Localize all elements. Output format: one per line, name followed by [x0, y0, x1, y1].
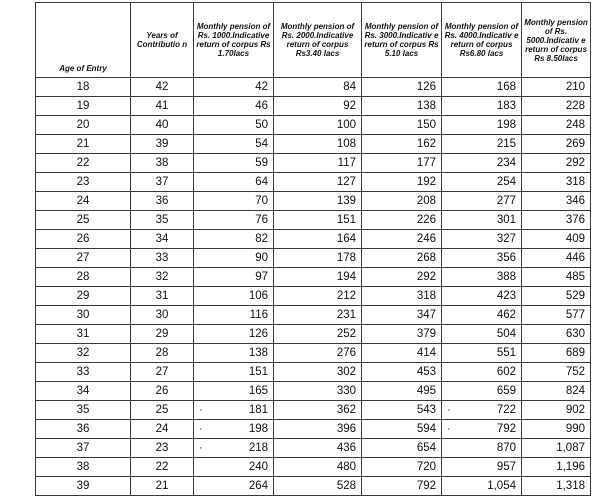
cell-years-of-contribution: 39	[131, 135, 194, 154]
cell-age-of-entry: 32	[36, 344, 131, 363]
cell-age-of-entry: 26	[36, 230, 131, 249]
cell-pension-4000: 462	[442, 306, 522, 325]
table-row	[36, 230, 591, 249]
cell-pension-3000: 453	[362, 363, 442, 382]
cell-pension-5000: 376	[522, 211, 591, 230]
cell-pension-5000: 1,196	[522, 458, 591, 477]
cell-pension-4000: 234	[442, 154, 522, 173]
cell-pension-5000: 485	[522, 268, 591, 287]
cell-pension-4000: 183	[442, 97, 522, 116]
cell-pension-4000: 168	[442, 78, 522, 97]
cell-pension-4000: 277	[442, 192, 522, 211]
cell-years-of-contribution: 35	[131, 211, 194, 230]
table-row	[36, 97, 591, 116]
table-row	[36, 477, 591, 496]
cell-pension-1000: · 181	[194, 401, 274, 420]
cell-age-of-entry: 34	[36, 382, 131, 401]
cell-pension-3000: 150	[362, 116, 442, 135]
cell-pension-1000: 64	[194, 173, 274, 192]
cell-pension-2000: 276	[274, 344, 362, 363]
cell-pension-1000: 54	[194, 135, 274, 154]
cell-pension-5000: 409	[522, 230, 591, 249]
cell-age-of-entry: 24	[36, 192, 131, 211]
header-pension-4000: Monthly pension of Rs. 4000.Indicativ e return of corpus Rs6.80 lacs	[442, 3, 522, 78]
cell-pension-5000: 577	[522, 306, 591, 325]
cell-pension-5000: 228	[522, 97, 591, 116]
cell-years-of-contribution: 33	[131, 249, 194, 268]
cell-pension-3000: 495	[362, 382, 442, 401]
scan-dot: ·	[199, 441, 203, 454]
table-row	[36, 192, 591, 211]
cell-years-of-contribution: 25	[131, 401, 194, 420]
cell-pension-3000: 720	[362, 458, 442, 477]
cell-pension-3000: 414	[362, 344, 442, 363]
cell-pension-3000: 162	[362, 135, 442, 154]
cell-pension-2000: 252	[274, 325, 362, 344]
cell-years-of-contribution: 22	[131, 458, 194, 477]
cell-pension-1000: 82	[194, 230, 274, 249]
cell-pension-4000: 1,054	[442, 477, 522, 496]
cell-pension-3000: 208	[362, 192, 442, 211]
header-pension-5000: Monthly pension of Rs. 5000.Indicativ e return of corpus Rs 8.50lacs	[522, 3, 591, 78]
cell-age-of-entry: 38	[36, 458, 131, 477]
cell-pension-1000: 138	[194, 344, 274, 363]
cell-age-of-entry: 31	[36, 325, 131, 344]
header-pension-3000: Monthly pension of Rs. 3000.Indicativ e return of corpus Rs 5.10 lacs	[362, 3, 442, 78]
cell-pension-2000: 117	[274, 154, 362, 173]
cell-pension-1000: 59	[194, 154, 274, 173]
cell-pension-5000: 1,318	[522, 477, 591, 496]
cell-pension-5000: 990	[522, 420, 591, 439]
cell-years-of-contribution: 27	[131, 363, 194, 382]
cell-age-of-entry: 19	[36, 97, 131, 116]
cell-pension-3000: 226	[362, 211, 442, 230]
cell-years-of-contribution: 24	[131, 420, 194, 439]
cell-pension-4000: 423	[442, 287, 522, 306]
cell-pension-4000: 388	[442, 268, 522, 287]
cell-pension-2000: 330	[274, 382, 362, 401]
cell-pension-5000: 318	[522, 173, 591, 192]
cell-age-of-entry: 27	[36, 249, 131, 268]
cell-pension-3000: 318	[362, 287, 442, 306]
cell-age-of-entry: 21	[36, 135, 131, 154]
cell-pension-1000: 264	[194, 477, 274, 496]
cell-pension-2000: 92	[274, 97, 362, 116]
cell-pension-3000: 792	[362, 477, 442, 496]
cell-years-of-contribution: 42	[131, 78, 194, 97]
cell-pension-5000: 902	[522, 401, 591, 420]
cell-pension-4000: 504	[442, 325, 522, 344]
cell-pension-2000: 436	[274, 439, 362, 458]
table-row	[36, 135, 591, 154]
cell-pension-5000: 630	[522, 325, 591, 344]
cell-pension-2000: 302	[274, 363, 362, 382]
cell-pension-4000: · 722	[442, 401, 522, 420]
cell-pension-4000: 327	[442, 230, 522, 249]
cell-pension-3000: 192	[362, 173, 442, 192]
cell-pension-1000: 97	[194, 268, 274, 287]
cell-pension-2000: 100	[274, 116, 362, 135]
cell-pension-3000: 543	[362, 401, 442, 420]
cell-age-of-entry: 22	[36, 154, 131, 173]
cell-pension-4000: 659	[442, 382, 522, 401]
cell-pension-2000: 194	[274, 268, 362, 287]
cell-years-of-contribution: 31	[131, 287, 194, 306]
cell-pension-1000: 90	[194, 249, 274, 268]
cell-age-of-entry: 30	[36, 306, 131, 325]
scan-dot: ·	[447, 403, 451, 416]
table-row	[36, 306, 591, 325]
cell-pension-3000: 177	[362, 154, 442, 173]
cell-pension-5000: 529	[522, 287, 591, 306]
cell-pension-5000: 752	[522, 363, 591, 382]
table-row	[36, 154, 591, 173]
cell-age-of-entry: 33	[36, 363, 131, 382]
cell-pension-1000: 50	[194, 116, 274, 135]
cell-pension-1000: 126	[194, 325, 274, 344]
cell-pension-4000: 254	[442, 173, 522, 192]
cell-age-of-entry: 29	[36, 287, 131, 306]
table-row	[36, 382, 591, 401]
cell-years-of-contribution: 37	[131, 173, 194, 192]
cell-pension-5000: 292	[522, 154, 591, 173]
table-row	[36, 211, 591, 230]
cell-age-of-entry: 39	[36, 477, 131, 496]
cell-pension-5000: 1,087	[522, 439, 591, 458]
table-row	[36, 420, 591, 439]
table-row	[36, 401, 591, 420]
header-pension-2000: Monthly pension of Rs. 2000.Indicative return of corpus Rs3.40 lacs	[274, 3, 362, 78]
cell-pension-3000: 594	[362, 420, 442, 439]
cell-years-of-contribution: 26	[131, 382, 194, 401]
scan-dot: ·	[447, 422, 451, 435]
cell-age-of-entry: 36	[36, 420, 131, 439]
scan-dot: ·	[199, 403, 203, 416]
cell-pension-5000: 210	[522, 78, 591, 97]
cell-pension-1000: 76	[194, 211, 274, 230]
cell-pension-2000: 528	[274, 477, 362, 496]
cell-pension-1000: 116	[194, 306, 274, 325]
cell-age-of-entry: 25	[36, 211, 131, 230]
cell-pension-2000: 212	[274, 287, 362, 306]
cell-pension-3000: 347	[362, 306, 442, 325]
cell-pension-1000: · 218	[194, 439, 274, 458]
cell-years-of-contribution: 30	[131, 306, 194, 325]
cell-age-of-entry: 20	[36, 116, 131, 135]
cell-pension-3000: 126	[362, 78, 442, 97]
cell-pension-2000: 127	[274, 173, 362, 192]
cell-age-of-entry: 28	[36, 268, 131, 287]
cell-pension-1000: 46	[194, 97, 274, 116]
cell-pension-4000: 301	[442, 211, 522, 230]
cell-pension-4000: 215	[442, 135, 522, 154]
cell-pension-1000: · 198	[194, 420, 274, 439]
cell-pension-2000: 231	[274, 306, 362, 325]
table-row	[36, 363, 591, 382]
table-body	[36, 78, 591, 496]
header-row	[36, 3, 591, 78]
table-row	[36, 78, 591, 97]
table-row	[36, 344, 591, 363]
cell-pension-2000: 178	[274, 249, 362, 268]
cell-years-of-contribution: 34	[131, 230, 194, 249]
table-row	[36, 249, 591, 268]
cell-pension-1000: 240	[194, 458, 274, 477]
cell-pension-5000: 248	[522, 116, 591, 135]
header-age-of-entry: Age of Entry	[36, 3, 131, 78]
cell-pension-5000: 269	[522, 135, 591, 154]
scan-dot: ·	[199, 422, 203, 435]
cell-age-of-entry: 18	[36, 78, 131, 97]
cell-pension-3000: 268	[362, 249, 442, 268]
cell-pension-4000: 198	[442, 116, 522, 135]
cell-pension-4000: · 792	[442, 420, 522, 439]
cell-years-of-contribution: 23	[131, 439, 194, 458]
cell-years-of-contribution: 38	[131, 154, 194, 173]
cell-years-of-contribution: 21	[131, 477, 194, 496]
table-row	[36, 173, 591, 192]
cell-age-of-entry: 35	[36, 401, 131, 420]
pension-table	[35, 2, 591, 496]
cell-pension-3000: 138	[362, 97, 442, 116]
cell-age-of-entry: 37	[36, 439, 131, 458]
cell-pension-2000: 396	[274, 420, 362, 439]
cell-years-of-contribution: 29	[131, 325, 194, 344]
table-row	[36, 325, 591, 344]
table-row	[36, 287, 591, 306]
cell-pension-1000: 165	[194, 382, 274, 401]
pension-table-sheet	[35, 2, 590, 496]
cell-pension-5000: 446	[522, 249, 591, 268]
table-row	[36, 116, 591, 135]
cell-pension-2000: 362	[274, 401, 362, 420]
cell-pension-4000: 870	[442, 439, 522, 458]
cell-pension-2000: 480	[274, 458, 362, 477]
cell-pension-4000: 356	[442, 249, 522, 268]
cell-pension-5000: 689	[522, 344, 591, 363]
cell-pension-4000: 551	[442, 344, 522, 363]
cell-pension-1000: 106	[194, 287, 274, 306]
cell-pension-4000: 957	[442, 458, 522, 477]
cell-years-of-contribution: 40	[131, 116, 194, 135]
cell-pension-5000: 824	[522, 382, 591, 401]
cell-pension-2000: 84	[274, 78, 362, 97]
cell-pension-3000: 654	[362, 439, 442, 458]
cell-years-of-contribution: 28	[131, 344, 194, 363]
cell-pension-4000: 602	[442, 363, 522, 382]
header-years-of-contribution: Years of Contributio n	[131, 3, 194, 78]
cell-years-of-contribution: 36	[131, 192, 194, 211]
cell-years-of-contribution: 41	[131, 97, 194, 116]
cell-pension-1000: 42	[194, 78, 274, 97]
cell-pension-2000: 139	[274, 192, 362, 211]
table-row	[36, 268, 591, 287]
cell-pension-3000: 379	[362, 325, 442, 344]
cell-age-of-entry: 23	[36, 173, 131, 192]
cell-pension-2000: 108	[274, 135, 362, 154]
cell-pension-2000: 164	[274, 230, 362, 249]
header-pension-1000: Monthly pension of Rs. 1000.Indicative return of corpus Rs 1.70lacs	[194, 3, 274, 78]
cell-pension-1000: 151	[194, 363, 274, 382]
cell-pension-3000: 246	[362, 230, 442, 249]
cell-pension-5000: 346	[522, 192, 591, 211]
cell-pension-2000: 151	[274, 211, 362, 230]
table-row	[36, 439, 591, 458]
cell-years-of-contribution: 32	[131, 268, 194, 287]
cell-pension-3000: 292	[362, 268, 442, 287]
table-row	[36, 458, 591, 477]
cell-pension-1000: 70	[194, 192, 274, 211]
